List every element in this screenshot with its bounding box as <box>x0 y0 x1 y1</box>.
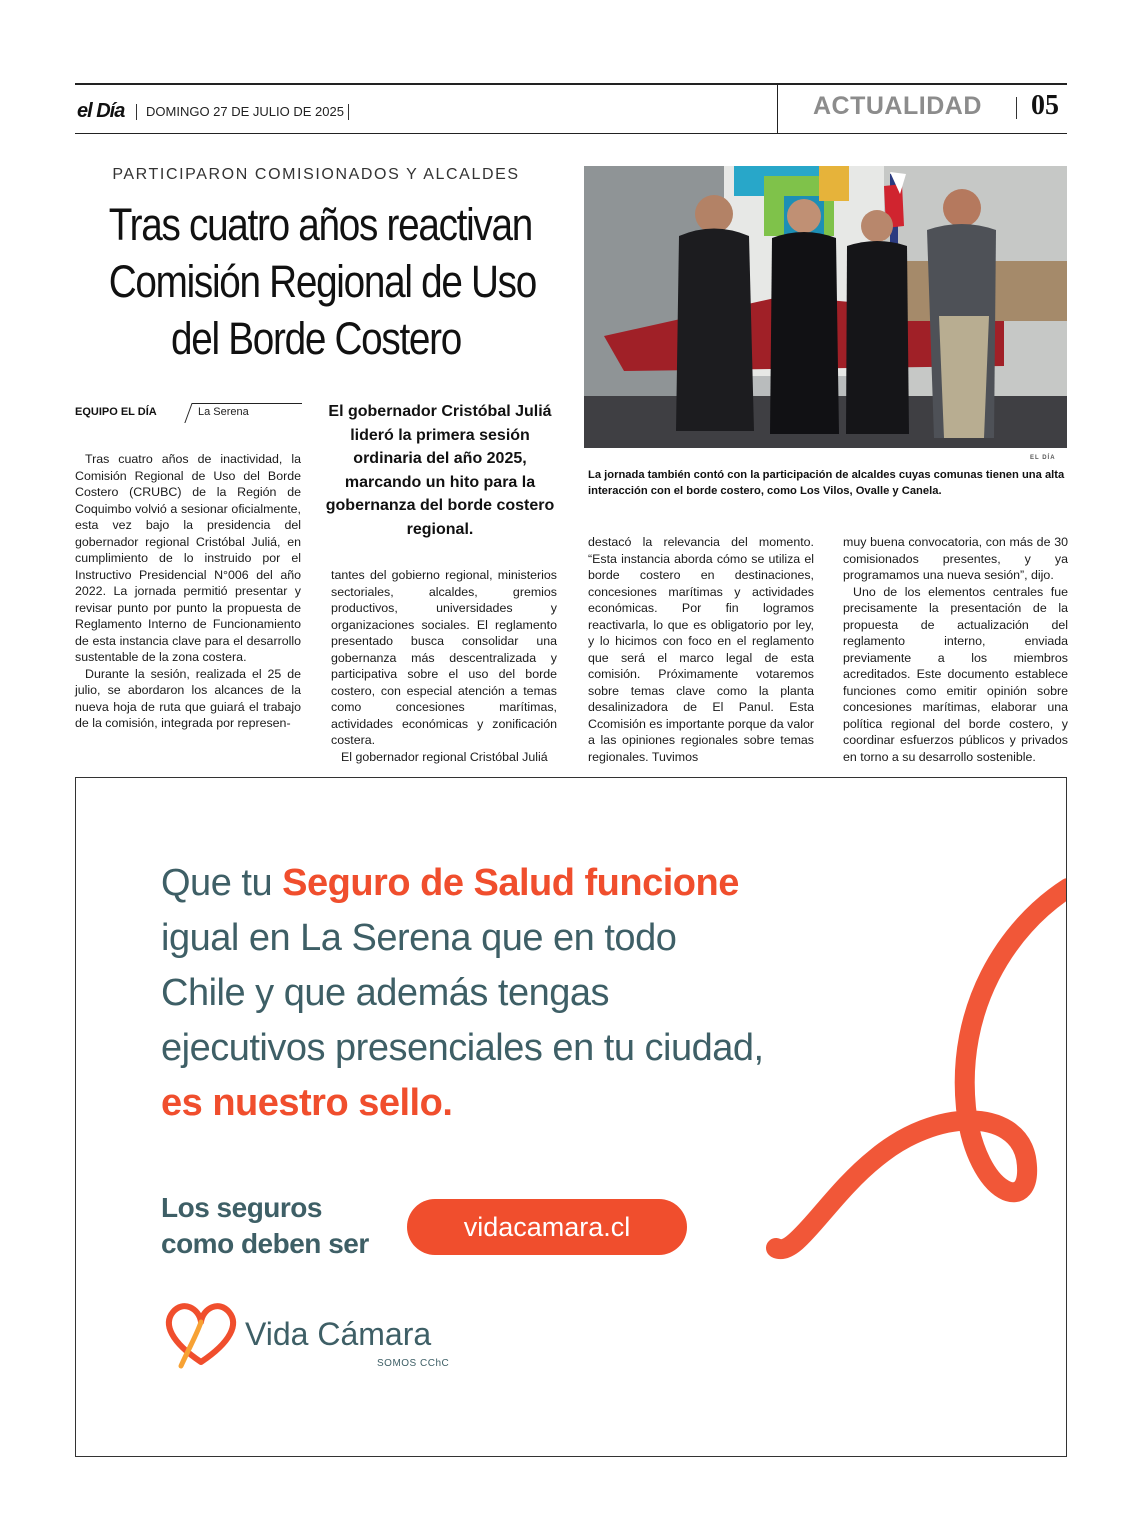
header-bottom-rule <box>75 133 1067 134</box>
body-paragraph: muy buena convocatoria, con más de 30 comisionados presentes, y ya programamos una nueva sesión”, dijo. <box>843 535 1068 582</box>
ad-headline-line-5: es nuestro sello. <box>161 1082 453 1124</box>
article-photo <box>584 166 1067 448</box>
body-paragraph: Uno de los elementos centrales fue precisamente la presentación de la propuesta de actualización del reglamento interno, enviada previamente a los miembros acreditados. Este documento establece funciones como emitir opinión sobre concesiones marítimas, elaborar una política regional del borde costero, y coordinar esfuerzos públicos y privados en torno a su desarrollo sostenible. <box>843 584 1068 764</box>
byline-rule <box>192 403 302 404</box>
body-column-4 <box>843 534 1068 765</box>
ad-headline-line-2: igual en La Serena que en todo <box>161 917 677 959</box>
ad-tagline-line: como deben ser <box>161 1228 369 1259</box>
headline-line: del Borde Costero <box>170 313 461 364</box>
header-separator <box>136 104 137 120</box>
ad-brand-subtitle: SOMOS CChC <box>377 1358 450 1369</box>
body-paragraph: Durante la sesión, realizada el 25 de julio, se abordaron los alcances de la nueva hoja de ruta que guiará el trabajo de la comisión, integrada por represen- <box>75 666 301 730</box>
headline-line: Comisión Regional de Uso <box>108 256 536 307</box>
page-number: 05 <box>1031 90 1059 121</box>
body-paragraph: destacó la relevancia del momento. “Esta instancia aborda cómo se utiliza el borde costero en destinaciones, concesiones marítimas y actividades económicas. Por fin logramos reactivarla, lo que es obligatorio por ley, y lo hicimos con foco en el reglamento que será el marco legal de esta comisión. Próximamente votaremos sobre temas clave como la planta desalinizadora de El Panul. Esta Ccomisión es importante porque da valor a las opiniones regionales sobre temas regionales. Tuvimos <box>588 535 814 764</box>
header-separator <box>1016 97 1017 119</box>
photo-caption: La jornada también contó con la participación de alcaldes cuyas comunas tienen una alta interacción con el borde costero, como Los Vilos, Ovalle y Canela. <box>588 469 1065 497</box>
photo-credit: EL DÍA <box>1030 455 1056 461</box>
header-separator <box>348 104 349 120</box>
body-paragraph: El gobernador regional Cristóbal Juliá <box>341 749 548 764</box>
article-headline <box>108 196 536 367</box>
ad-headline-line-3: Chile y que además tengas <box>161 972 610 1014</box>
issue-date: DOMINGO 27 DE JULIO DE 2025 <box>146 104 344 119</box>
ad-website-button[interactable]: vidacamara.cl <box>407 1199 687 1255</box>
byline <box>75 403 301 423</box>
body-paragraph: tantes del gobierno regional, ministerios sectoriales, alcaldes, gremios productivos, universidades y organizaciones sociales. El reglamento presentado busca consolidar una gobernanza más descentralizada y participativa sobre el uso del borde costero, con especial atención a temas como concesiones marítimas, actividades económicas y zonificación costera. <box>331 568 557 747</box>
body-paragraph: Tras cuatro años de inactividad, la Comisión Regional de Uso del Borde Costero (CRUBC) de la Región de Coquimbo volvió a sesionar oficialmente, esta vez bajo la presidencia del gobernador regional Cristóbal Juliá, en cumplimiento de lo instruido por el Instructivo Presidencial N°006 del año 2022. La jornada permitió presentar y revisar punto por punto la propuesta de Reglamento Interno de Funcionamiento de esta instancia clave para el desarrollo sustentable de la zona costera. <box>75 452 301 664</box>
heart-logo-icon <box>161 1296 241 1372</box>
photo-illustration <box>584 166 1067 448</box>
body-column-2 <box>331 567 557 765</box>
ad-headline-line-4: ejecutivos presenciales en tu ciudad, <box>161 1027 764 1069</box>
header-top-rule <box>75 83 1067 85</box>
ad-brand-name: Vida Cámara <box>245 1316 432 1352</box>
ad-headline-line-1 <box>161 856 739 910</box>
ad-tagline-line: Los seguros <box>161 1192 322 1223</box>
advertisement[interactable] <box>75 777 1067 1457</box>
article-deck: El gobernador Cristóbal Juliá lideró la primera sesión ordinaria del año 2025, marcando un hito para la gobernanza del borde costero regional. <box>325 403 555 538</box>
ad-highlight-text: Seguro de Salud funcione <box>282 862 739 904</box>
body-column-3 <box>588 534 814 765</box>
byline-location: La Serena <box>198 406 249 418</box>
headline-line: Tras cuatro años reactivan <box>108 199 532 250</box>
section-box-divider <box>777 84 778 134</box>
byline-author: EQUIPO EL DÍA <box>75 406 157 418</box>
byline-slash <box>184 403 192 423</box>
newspaper-brand: el Día <box>77 100 125 122</box>
body-column-1 <box>75 451 301 732</box>
article-kicker: PARTICIPARON COMISIONADOS Y ALCALDES <box>112 166 520 183</box>
ad-tagline <box>161 1190 369 1262</box>
ad-text: Que tu <box>161 862 283 904</box>
section-name: ACTUALIDAD <box>813 92 982 120</box>
